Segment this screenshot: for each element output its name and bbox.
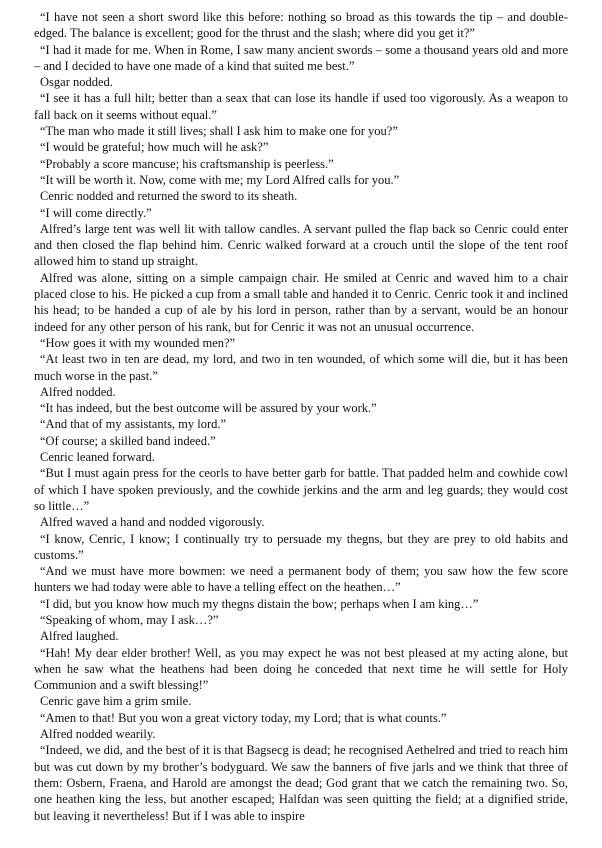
paragraph: “And we must have more bowmen: we need a permanent body of them; you saw how the few score hunters we had today were able to have a telling effect on the heathen…” (34, 564, 568, 595)
paragraph: “Amen to that! But you won a great victory today, my Lord; that is what counts.” (40, 710, 447, 725)
paragraph: “I will come directly.” (40, 205, 152, 220)
paragraph: “I see it has a full hilt; better than a seax that can lose its handle if used too vigorously. As a weapon to fall back on it seems without equal.” (34, 91, 568, 122)
paragraph: Alfred laughed. (40, 629, 119, 644)
paragraph: “How goes it with my wounded men?” (40, 335, 236, 350)
paragraph: Alfred nodded. (40, 384, 116, 399)
paragraph: Osgar nodded. (40, 75, 113, 90)
paragraph: Alfred nodded wearily. (40, 727, 156, 742)
paragraph: “But I must again press for the ceorls to have better garb for battle. That padded helm and cowhide cowl of which I have spoken previously, and the cowhide jerkins and the arm and leg guards; they would cost so little…” (34, 466, 568, 513)
paragraph: “I know, Cenric, I know; I continually try to persuade my thegns, but they are prey to old habits and customs.” (34, 531, 568, 562)
paragraph: Cenric leaned forward. (40, 450, 155, 465)
paragraph: Cenric gave him a grim smile. (40, 694, 192, 709)
paragraph: “The man who made it still lives; shall I ask him to make one for you?” (40, 124, 398, 139)
paragraph: Alfred waved a hand and nodded vigorously. (40, 515, 265, 530)
paragraph: Alfred’s large tent was well lit with tallow candles. A servant pulled the flap back so Cenric could enter and then closed the flap behind him. Cenric walked forward at a crouch until the slope of the tent roof allowed him to stand up straight. (34, 221, 568, 269)
paragraph: “Probably a score mancuse; his craftsmanship is peerless.” (40, 156, 334, 171)
paragraph: “Of course; a skilled band indeed.” (40, 433, 216, 448)
paragraph: “I have not seen a short sword like this before: nothing so broad as this towards the tip – and double-edged. The balance is excellent; good for the thrust and the slash; where did you get it?” (34, 10, 568, 41)
paragraph: “I would be grateful; how much will he ask?” (40, 140, 269, 155)
paragraph: “At least two in ten are dead, my lord, and two in ten wounded, of which some will die, but it has been much worse in the past.” (34, 352, 568, 383)
paragraph: “And that of my assistants, my lord.” (40, 417, 227, 432)
paragraph: “I did, but you know how much my thegns distain the bow; perhaps when I am king…” (40, 596, 479, 611)
paragraph: “It has indeed, but the best outcome will be assured by your work.” (40, 401, 377, 416)
paragraph: “I had it made for me. When in Rome, I saw many ancient swords – some a thousand years old and more – and I decided to have one made of a kind that suited me best.” (34, 42, 568, 73)
paragraph: “Hah! My dear elder brother! Well, as you may expect he was not best pleased at my acting alone, but when he saw what the heathens had been doing he conceded that next time he will settle for Holy Communion and a swift blessing!” (34, 645, 568, 693)
story-text (34, 9, 568, 824)
paragraph: “Indeed, we did, and the best of it is that Bagsecg is dead; he recognised Aethelred and tried to reach him but was cut down by my brother’s bodyguard. We saw the banners of five jarls and we think that three of them: Osbern, Fraena, and Harold are amongst the dead; God grant that we catch the remaining two. So, one heathen king the less, but another escaped; Halfdan was seen quitting the field; at a dignified stride, but leaving it nevertheless! But if I was able to inspire (34, 743, 568, 823)
paragraph: Cenric nodded and returned the sword to its sheath. (40, 189, 298, 204)
paragraph: “Speaking of whom, may I ask…?” (40, 612, 219, 627)
paragraph: “It will be worth it. Now, come with me; my Lord Alfred calls for you.” (40, 172, 400, 187)
paragraph: Alfred was alone, sitting on a simple campaign chair. He smiled at Cenric and waved him to a chair placed close to his. He picked a cup from a small table and handed it to Cenric. Cenric took it and inclined his head; to be handed a cup of ale by his lord in person, rather than by a servant, would be an honour indeed for any other person of his rank, but for Cenric it was not an unusual occurrence. (34, 270, 568, 334)
